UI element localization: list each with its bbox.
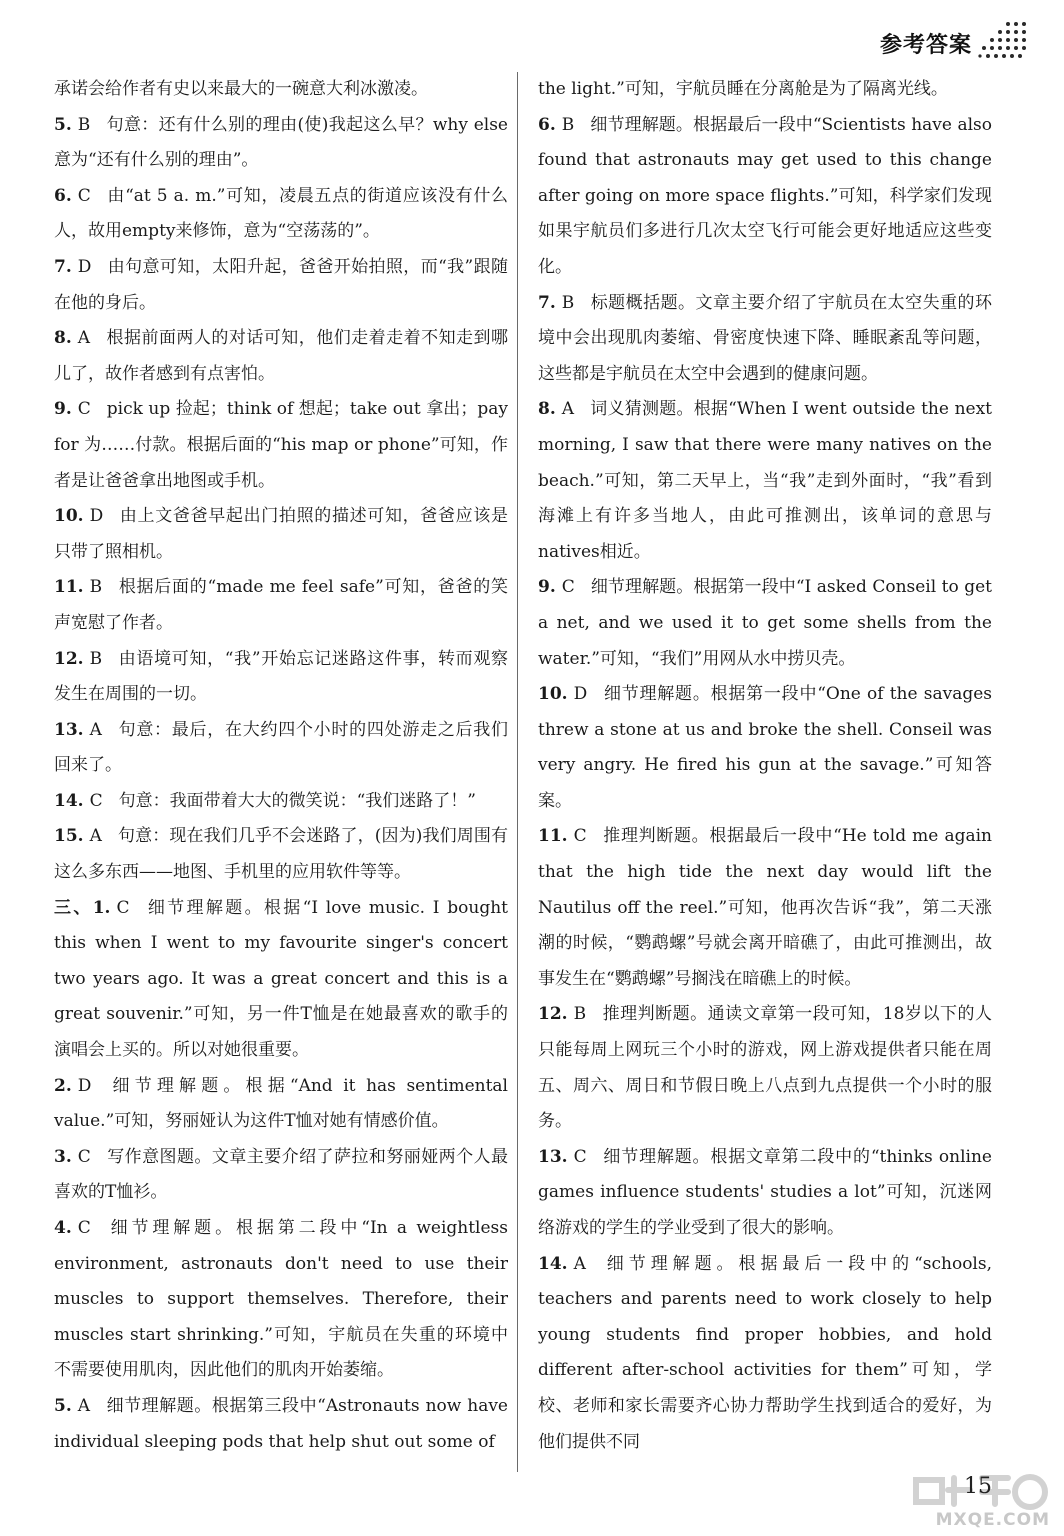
answer-item xyxy=(54,1389,508,1460)
answer-letter: B xyxy=(89,648,103,669)
question-number: 12. xyxy=(54,648,84,669)
answer-letter: B xyxy=(573,1004,587,1025)
answer-letter: C xyxy=(573,1146,587,1167)
explanation-text: 根据后面的“made me feel safe”可知，爸爸的笑声宽慰了作者。 xyxy=(54,577,508,633)
column-divider xyxy=(517,72,518,1472)
question-number: 6. xyxy=(54,185,72,206)
page-number: 15 xyxy=(964,1474,992,1499)
answer-item xyxy=(54,642,508,713)
explanation-text: 细节理解题。根据第二段中“In a weightless environment, astronauts don't need to use their muscles to support themselves. Therefore, their muscles start shrinking.”可知，宇航员在失重的环境中不需要使用肌肉，因此他们的肌肉开始萎缩。 xyxy=(54,1218,508,1381)
answer-letter: D xyxy=(77,1075,92,1096)
answer-item xyxy=(538,570,992,677)
answer-letter: A xyxy=(77,1395,91,1416)
question-number: 5. xyxy=(54,114,72,135)
answer-item xyxy=(538,108,992,286)
explanation-text: 细节理解题。根据“I love music. I bought this when I went to my favourite singer's concert two years ago. It was a great concert and this is a great souvenir.”可知，另一件T恤是在她最喜欢的歌手的演唱会上买的。所以对她很重要。 xyxy=(54,897,508,1061)
answer-item xyxy=(54,392,508,499)
answer-letter: A xyxy=(77,328,91,349)
question-number: 5. xyxy=(54,1395,72,1416)
answer-item xyxy=(54,179,508,250)
question-number: 11. xyxy=(538,826,568,847)
question-number: 15. xyxy=(54,826,84,847)
question-number: 2. xyxy=(54,1075,72,1096)
explanation-text: 细节理解题。根据“And it has sentimental value.”可知，努丽娅认为这件T恤对她有情感价值。 xyxy=(54,1075,508,1132)
answer-item xyxy=(54,1140,508,1211)
explanation-text: pick up 捡起；think of 想起；take out 拿出；pay for 为……付款。根据后面的“his map or phone”可知，作者是让爸爸拿出地图或手机。 xyxy=(54,399,508,491)
answer-letter: D xyxy=(77,256,92,277)
answer-letter: B xyxy=(77,114,91,135)
answer-item xyxy=(538,286,992,393)
explanation-text: 细节理解题。根据文章第二段中的“thinks online games influence students' studies a lot”可知，沉迷网络游戏的学生的学业受到了很大的影响。 xyxy=(538,1146,992,1238)
explanation-text: 根据前面两人的对话可知，他们走着走着不知走到哪儿了，故作者感到有点害怕。 xyxy=(54,328,508,384)
answer-letter: A xyxy=(561,399,575,420)
answer-letter: C xyxy=(573,826,587,847)
explanation-text: 细节理解题。根据第三段中“Astronauts now have individual sleeping pods that help shut out some of xyxy=(54,1395,508,1452)
explanation-text: 细节理解题。根据第一段中“One of the savages threw a stone at us and broke the shell. Conseil was very angry. He fired his gun at the savage.”可知答案。 xyxy=(538,684,992,811)
answer-letter: C xyxy=(116,897,130,918)
answer-column-left xyxy=(54,72,508,1460)
explanation-text: 由上文爸爸早起出门拍照的描述可知，爸爸应该是只带了照相机。 xyxy=(54,506,508,562)
explanation-text: 细节理解题。根据第一段中“I asked Conseil to get a net, and we used it to get some shells from the water.”可知，“我们”用网从水中捞贝壳。 xyxy=(538,577,992,669)
explanation-text: 词义猜测题。根据“When I went outside the next morning, I saw that there were many natives on the beach.”可知，第二天早上，当“我”走到外面时，“我”看到海滩上有许多当地人，由此可推测出，该单词的意思与natives相近。 xyxy=(538,399,992,562)
answer-item xyxy=(54,570,508,641)
question-number: 10. xyxy=(54,506,84,527)
answer-item xyxy=(54,250,508,321)
question-number: 12. xyxy=(538,1004,568,1025)
question-number: 4. xyxy=(54,1218,72,1238)
explanation-text: 句意：最后，在大约四个小时的四处游走之后我们回来了。 xyxy=(54,719,508,776)
answer-letter: C xyxy=(77,399,91,420)
answer-item xyxy=(54,321,508,392)
explanation-text: 句意：现在我们几乎不会迷路了，(因为)我们周围有这么多东西——地图、手机里的应用软件等等。 xyxy=(54,826,508,883)
page-header xyxy=(0,0,1064,72)
question-number: 8. xyxy=(538,399,556,420)
explanation-text: 推理判断题。通读文章第一段可知，18岁以下的人只能每周上网玩三个小时的游戏，网上游戏提供者只能在周五、周六、周日和节假日晚上八点到九点提供一个小时的服务。 xyxy=(538,1004,992,1132)
answer-item xyxy=(538,997,992,1139)
explanation-text: 由句意可知，太阳升起，爸爸开始拍照，而“我”跟随在他的身后。 xyxy=(54,256,508,313)
question-number: 14. xyxy=(54,790,84,811)
question-number: 11. xyxy=(54,577,84,598)
answer-item xyxy=(54,784,508,820)
question-number: 3. xyxy=(54,1146,72,1167)
explanation-text: 细节理解题。根据最后一段中的“schools, teachers and parents need to work closely to help young students find proper hobbies, and hold different after-school activities for them”可知，学校、老师和家长需要齐心协力帮助学生找到适合的爱好，为他们提供不同 xyxy=(538,1253,992,1452)
question-number: 7. xyxy=(538,292,556,313)
answer-item xyxy=(54,499,508,570)
answer-letter: D xyxy=(89,506,104,527)
question-number: 9. xyxy=(538,577,556,598)
answer-letter: C xyxy=(77,1218,91,1238)
explanation-text: 细节理解题。根据最后一段中“Scientists have also found that astronauts may get used to this change after going on more space flights.”可知，科学家们发现如果宇航员们多进行几次太空飞行可能会更好地适应这些变化。 xyxy=(538,114,992,277)
explanation-text: 标题概括题。文章主要介绍了宇航员在太空失重的环境中会出现肌肉萎缩、骨密度快速下降、睡眠紊乱等问题，这些都是宇航员在太空中会遇到的健康问题。 xyxy=(538,292,992,384)
explanation-text: 由“at 5 a. m.”可知，凌晨五点的街道应该没有什么人，故用empty来修饰，意为“空荡荡的”。 xyxy=(54,185,508,242)
answer-column-right xyxy=(538,72,992,1460)
answer-item xyxy=(538,72,992,108)
question-number: 13. xyxy=(54,719,84,740)
question-number: 三、1. xyxy=(54,897,111,918)
answer-item xyxy=(538,677,992,819)
question-number: 7. xyxy=(54,256,72,277)
answer-item xyxy=(54,1211,508,1389)
answer-letter: A xyxy=(573,1253,586,1274)
answer-letter: C xyxy=(89,790,103,811)
question-number: 9. xyxy=(54,399,72,420)
answer-letter: B xyxy=(561,292,575,313)
answer-letter: C xyxy=(77,1146,91,1167)
explanation-text: 句意：我面带着大大的微笑说：“我们迷路了！” xyxy=(118,790,476,811)
question-number: 6. xyxy=(538,114,556,135)
answer-item xyxy=(538,1247,992,1461)
explanation-text: the light.”可知，宇航员睡在分离舱是为了隔离光线。 xyxy=(538,79,948,99)
answer-item xyxy=(54,713,508,784)
answer-letter: A xyxy=(89,719,102,740)
header-title: 参考答案 xyxy=(879,33,972,58)
answer-item xyxy=(538,1140,992,1247)
answer-item xyxy=(54,819,508,890)
answer-letter: A xyxy=(89,826,102,847)
answer-item xyxy=(54,1069,508,1140)
explanation-text: 承诺会给作者有史以来最大的一碗意大利冰激凌。 xyxy=(54,79,428,99)
question-number: 8. xyxy=(54,328,72,349)
explanation-text: 推理判断题。根据最后一段中“He told me again that the high tide the next day would lift the Nautilus off the reel.”可知，他再次告诉“我”，第二天涨潮的时候，“鹦鹉螺”号就会离开暗礁了，由此可推测出，故事发生在“鹦鹉螺”号搁浅在暗礁上的时候。 xyxy=(538,826,992,989)
answer-item xyxy=(54,108,508,179)
answer-item xyxy=(54,891,508,1069)
answer-letter: C xyxy=(561,577,575,598)
answer-item xyxy=(538,819,992,997)
explanation-text: 由语境可知，“我”开始忘记迷路这件事，转而观察发生在周围的一切。 xyxy=(54,648,508,705)
explanation-text: 句意：还有什么别的理由(使)我起这么早？why else意为“还有什么别的理由”。 xyxy=(54,114,508,171)
answer-letter: B xyxy=(89,577,103,598)
answer-item xyxy=(538,392,992,570)
explanation-text: 写作意图题。文章主要介绍了萨拉和努丽娅两个人最喜欢的T恤衫。 xyxy=(54,1146,508,1203)
answer-letter: C xyxy=(77,185,91,206)
question-number: 13. xyxy=(538,1146,568,1167)
question-number: 14. xyxy=(538,1253,568,1274)
answer-letter: B xyxy=(561,114,575,135)
answer-item xyxy=(54,72,508,108)
question-number: 10. xyxy=(538,684,568,705)
watermark-text: MXQE.COM xyxy=(935,1510,1050,1530)
dot-grid-decoration-icon xyxy=(978,20,1026,60)
answer-letter: D xyxy=(573,684,588,705)
